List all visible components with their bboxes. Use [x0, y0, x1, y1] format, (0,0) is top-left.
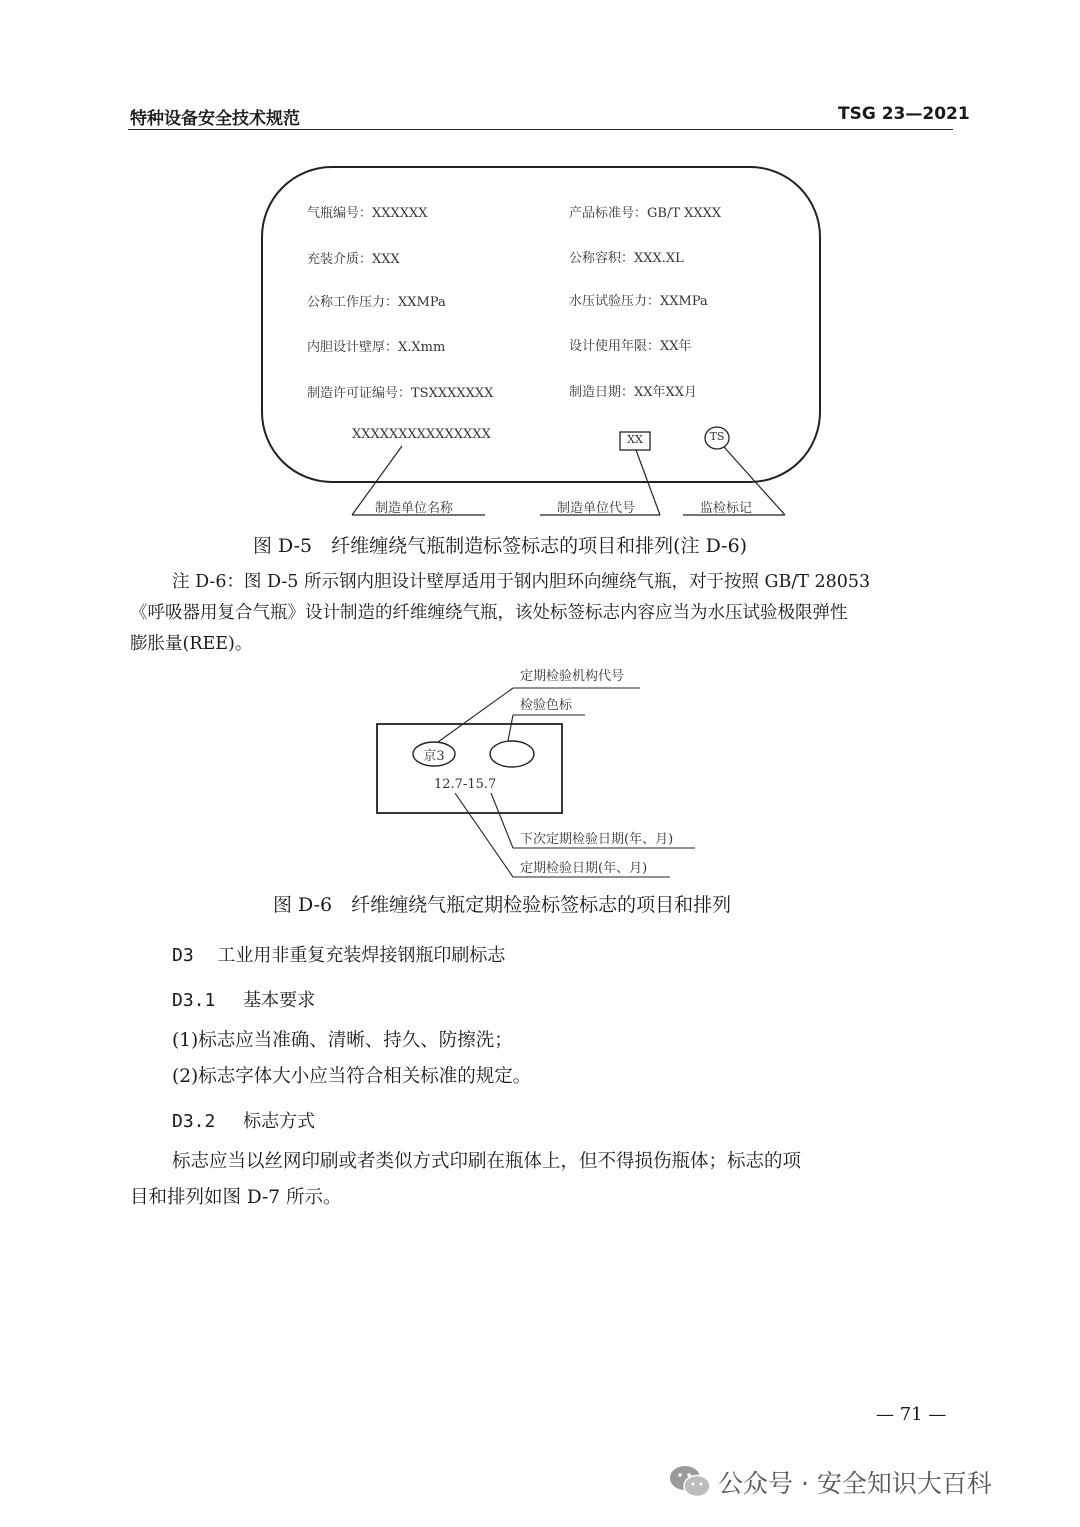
- section-d31-number: D3.1: [172, 990, 216, 1011]
- field-maker-name-value: XXXXXXXXXXXXXXX: [352, 427, 491, 442]
- field-cylinder-no: 气瓶编号：XXXXXX: [307, 206, 428, 221]
- label-maker-name: 制造单位名称: [375, 501, 454, 516]
- note-d6-line2: 《呼吸器用复合气瓶》设计制造的纤维缠绕气瓶，该处标签标志内容应当为水压试验极限弹性: [130, 603, 848, 623]
- section-d31-heading: [172, 986, 315, 1012]
- watermark-text: 公众号 · 安全知识大百科: [718, 1469, 992, 1498]
- header-left: 特种设备安全技术规范: [130, 109, 300, 129]
- list-item-2: (2)标志字体大小应当符合相关标准的规定。: [172, 1066, 532, 1087]
- label-maker-code: 制造单位代号: [557, 501, 636, 516]
- caption-d6: 图 D-6 纤维缠绕气瓶定期检验标签标志的项目和排列: [273, 894, 732, 916]
- section-d31-title: 基本要求: [243, 990, 316, 1011]
- label-color-mark: 检验色标: [520, 698, 573, 713]
- field-volume: 公称容积：XXX.XL: [569, 251, 684, 266]
- field-maker-code-value: XX: [627, 433, 643, 446]
- paragraph-line2: 目和排列如图 D-7 所示。: [130, 1187, 342, 1208]
- field-mark-value: TS: [709, 430, 725, 443]
- label-agency-code: 定期检验机构代号: [520, 669, 625, 684]
- field-product-std: 产品标准号：GB/T XXXX: [569, 206, 722, 221]
- section-d32-title: 标志方式: [243, 1111, 316, 1132]
- section-d32-heading: [172, 1107, 315, 1133]
- label-mark: 监检标记: [700, 501, 753, 516]
- section-d3-number: D3: [172, 945, 194, 966]
- section-d3-heading: [172, 941, 505, 967]
- section-d32-number: D3.2: [172, 1111, 216, 1132]
- field-test-pressure: 水压试验压力：XXMPa: [569, 294, 708, 309]
- value-agency: 京3: [423, 749, 445, 764]
- field-life: 设计使用年限：XX年: [569, 339, 692, 354]
- caption-d5: 图 D-5 纤维缠绕气瓶制造标签标志的项目和排列(注 D-6): [253, 535, 748, 557]
- section-d3-title: 工业用非重复充装焊接钢瓶印刷标志: [217, 945, 506, 966]
- paragraph-line1: 标志应当以丝网印刷或者类似方式印刷在瓶体上，但不得损伤瓶体；标志的项: [172, 1151, 802, 1172]
- wechat-icon: [668, 1464, 712, 1500]
- page-number: — 71 —: [876, 1404, 947, 1425]
- list-item-1: (1)标志应当准确、清晰、持久、防擦洗；: [172, 1030, 513, 1051]
- value-dates: 12.7-15.7: [434, 777, 497, 792]
- field-medium: 充装介质：XXX: [307, 252, 400, 267]
- field-license: 制造许可证编号：TSXXXXXXX: [307, 386, 494, 401]
- field-date: 制造日期：XX年XX月: [569, 385, 698, 400]
- label-next-date: 下次定期检验日期(年、月): [520, 832, 674, 847]
- header-right: TSG 23—2021: [838, 104, 970, 124]
- note-d6-line3: 膨胀量(REE)。: [130, 634, 253, 654]
- note-d6-line1: 注 D-6：图 D-5 所示钢内胆设计壁厚适用于钢内胆环向缠绕气瓶，对于按照 GB/T 28053: [172, 572, 871, 592]
- field-wall: 内胆设计壁厚：X.Xmm: [307, 340, 446, 355]
- field-work-pressure: 公称工作压力：XXMPa: [307, 295, 446, 310]
- label-insp-date: 定期检验日期(年、月): [520, 861, 648, 876]
- watermark: [668, 1464, 992, 1500]
